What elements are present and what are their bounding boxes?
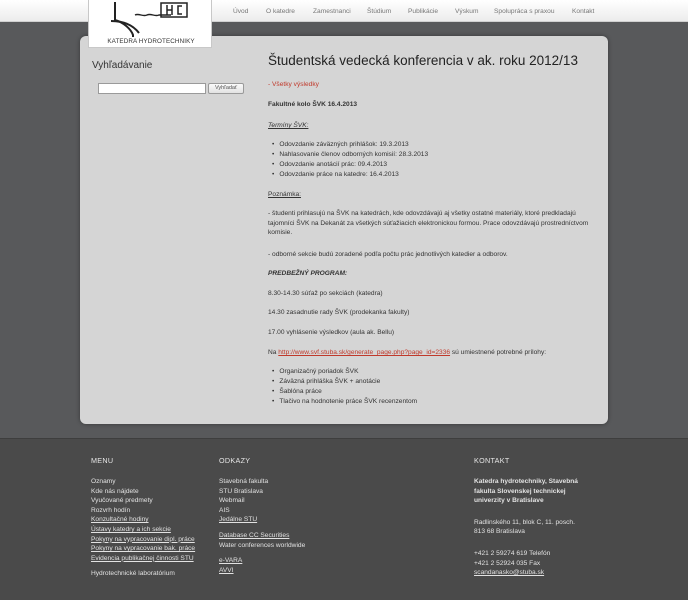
footer-link[interactable]: AIS (219, 506, 230, 514)
program-item: 8.30-14.30 súťaž po sekciách (katedra) (268, 290, 383, 297)
footer-menu-item[interactable]: Ústavy katedry a ich sekcie (91, 525, 171, 533)
footer-link[interactable]: Stavebná fakulta (219, 478, 269, 485)
nav-item-study[interactable]: Štúdium (367, 8, 392, 15)
department-logo[interactable] (88, 0, 212, 48)
list-item: • Odovzdanie anotácií prác: 09.4.2013 (272, 160, 428, 170)
footer-link[interactable]: e-VARA (219, 557, 243, 565)
search-button[interactable]: Vyhľadať (208, 83, 244, 94)
note-text-2: - odborné sekcie budú zoradené podľa počtu prác jednotlivých katedier a odborov. (268, 251, 508, 258)
footer-link[interactable]: AVVI (219, 566, 234, 574)
footer-menu-item[interactable]: Konzultačné hodiny (91, 516, 149, 524)
footer-menu-heading: MENU (91, 456, 114, 465)
footer-links-column (219, 456, 305, 575)
footer-menu-item[interactable]: Pokyny na vypracovanie dipl. práce (91, 535, 195, 543)
contact-email-link[interactable]: scandanasko@stuba.sk (474, 569, 545, 577)
footer-menu-item[interactable]: Vyučované predmety (91, 497, 153, 505)
contact-phone: +421 2 59274 619 Telefón (474, 549, 551, 557)
attachments-intro (268, 349, 546, 356)
contact-org-line: fakulta Slovenskej technickej (474, 487, 566, 495)
list-item[interactable]: • Organizačný poriadok ŠVK (272, 367, 417, 377)
list-item: • Nahlasovanie členov odborných komisií: 28.3.2013 (272, 150, 428, 160)
nav-item-research[interactable]: Výskum (455, 8, 479, 15)
attachments-prefix: Na (268, 349, 277, 356)
list-item[interactable]: • Šablóna práce (272, 387, 417, 397)
footer-menu-item[interactable]: Rozvrh hodín (91, 506, 131, 514)
nav-item-publications[interactable]: Publikácie (408, 8, 439, 15)
nav-item-contact[interactable]: Kontakt (572, 8, 595, 15)
nav-item-home[interactable]: Úvod (233, 8, 249, 15)
contact-address-line: 813 68 Bratislava (474, 528, 525, 536)
footer-link[interactable]: Webmail (219, 497, 245, 505)
search-heading: Vyhľadávanie (92, 60, 153, 71)
nav-item-staff[interactable]: Zamestnanci (313, 8, 351, 15)
attachments-list (272, 367, 417, 407)
program-item: 14.30 zasadnutie rady ŠVK (prodekanka fakulty) (268, 309, 410, 316)
attachments-suffix: sú umiestnené potrebné prílohy: (451, 349, 547, 356)
notes-heading: Poznámka: (268, 191, 301, 198)
page-title: Študentská vedecká konferencia v ak. roku 2012/13 (268, 53, 578, 68)
list-item[interactable]: • Záväzná prihláška ŠVK + anotácie (272, 377, 417, 387)
contact-fax: +421 2 52924 035 Fax (474, 559, 541, 567)
logo-text: KATEDRA HYDROTECHNIKY (107, 38, 195, 45)
program-item: 17.00 vyhlásenie výsledkov (aula ak. Bellu) (268, 329, 395, 336)
footer-menu-item[interactable]: Hydrotechnické laboratórium (91, 570, 175, 578)
list-item[interactable]: • Tlačivo na hodnotenie práce ŠVK recenzentom (272, 397, 417, 407)
footer-contact-column (474, 456, 578, 578)
faculty-round-label: Fakultné kolo ŠVK 16.4.2013 (268, 101, 358, 108)
footer-menu-item[interactable]: Evidencia publikačnej činnosti STU (91, 554, 194, 562)
attachments-link[interactable]: http://www.svf.stuba.sk/generate_page.php?page_id=2336 (278, 349, 451, 356)
footer-contact-heading: KONTAKT (474, 456, 510, 465)
footer-link[interactable]: Database CC Securities (219, 531, 290, 539)
footer-menu-column (91, 456, 195, 579)
deadlines-list (272, 140, 428, 180)
footer-menu-item[interactable]: Pokyny na vypracovanie bak. práce (91, 545, 196, 553)
footer-menu-item[interactable]: Kde nás nájdete (91, 487, 139, 495)
program-heading: PREDBEŽNÝ PROGRAM: (268, 270, 348, 277)
search-input[interactable] (98, 83, 206, 94)
footer-link[interactable]: Jedálne STU (219, 516, 258, 524)
content-card (80, 36, 608, 424)
contact-org-line: Katedra hydrotechniky, Stavebná (474, 478, 578, 485)
contact-address-line: Radlinského 11, blok C, 11. posch. (474, 518, 575, 526)
footer-menu-item[interactable]: Oznamy (91, 478, 116, 485)
contact-org-line: univerzity v Bratislave (474, 497, 544, 505)
footer-link[interactable]: Water conferences worldwide (219, 541, 306, 549)
all-results-link[interactable]: - Všetky výsledky (268, 81, 319, 88)
footer-links-heading: ODKAZY (219, 456, 251, 465)
list-item: • Odovzdanie práce na katedre: 16.4.2013 (272, 170, 428, 180)
nav-item-about[interactable]: O katedre (266, 8, 295, 15)
nav-item-cooperation[interactable]: Spolupráca s praxou (494, 8, 555, 15)
logo-emblem-icon (109, 1, 193, 37)
site-footer (0, 438, 688, 600)
note-text-1: - študenti prihlasujú na ŠVK na katedrách, kde odovzdávajú aj všetky ostatné materiály, ktoré predkladajú tajomníci ŠVK na Dekanát za všetkých súťažiacich elektronickou formou. Prace odovzdávajú prostredníctvom komisie. (268, 210, 589, 237)
list-item: • Odovzdanie záväzných prihlášok: 19.3.2013 (272, 140, 428, 150)
footer-link[interactable]: STU Bratislava (219, 487, 263, 495)
deadlines-heading: Termíny ŠVK: (268, 122, 309, 129)
